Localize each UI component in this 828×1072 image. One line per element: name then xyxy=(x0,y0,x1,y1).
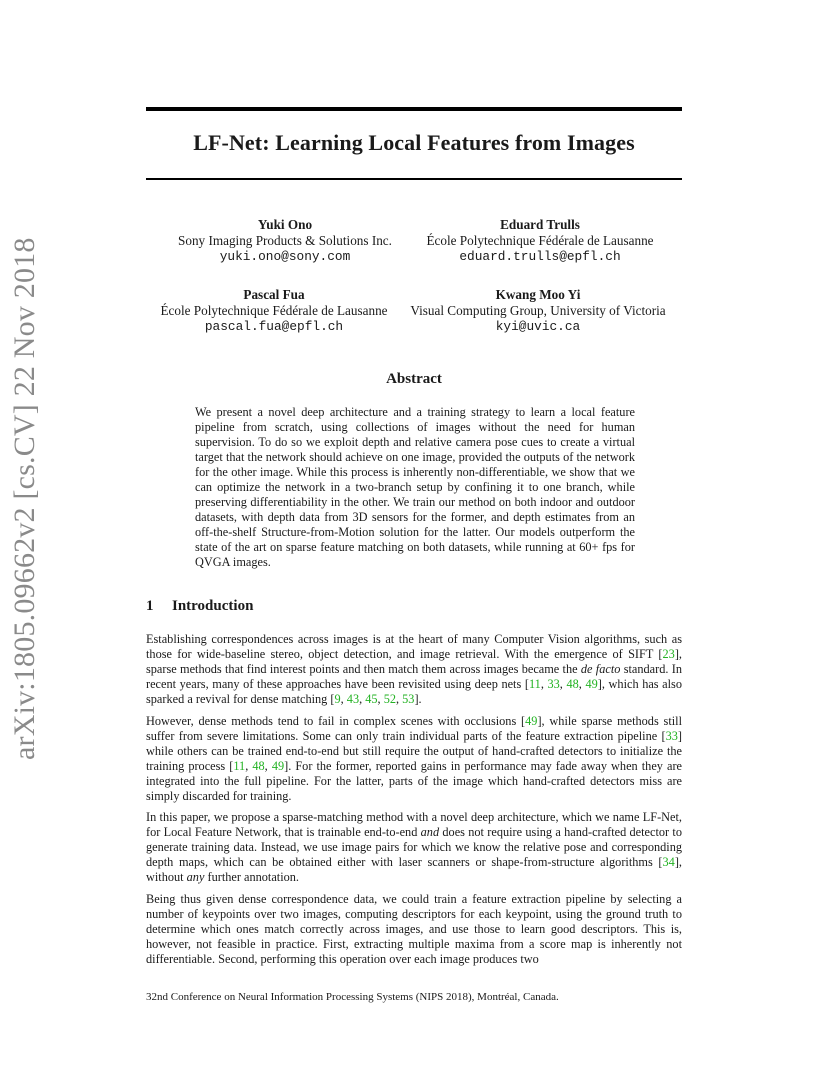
author-email[interactable]: kyi@uvic.ca xyxy=(495,319,581,334)
citation-link[interactable]: 23 xyxy=(662,647,675,661)
emphasis: any xyxy=(186,870,205,884)
citation-link[interactable]: 34 xyxy=(662,855,675,869)
paragraph xyxy=(146,810,682,885)
author-block xyxy=(160,217,410,265)
abstract-text: We present a novel deep architecture and a training strategy to learn a local feature pipeline from scratch, using collections of images without the need for human supervision. To do so we exploit depth and relative camera pose cues to create a virtual target that the network should achieve on one image, provided the outputs of the network for the other image. While this process is inherently non-differentiable, we show that we can optimize the network in a two-branch setup by confining it to one branch, while preserving differentiability in the other. We train our method on both indoor and outdoor datasets, with depth data from 3D sensors for the former, and depth estimates from an off-the-shelf Structure-from-Motion solution for the latter. Our models outperform the state of the art on sparse feature matching on both datasets, while running at 60+ fps for QVGA images. xyxy=(195,405,635,569)
abstract-heading: Abstract xyxy=(386,371,442,387)
author-block xyxy=(404,287,672,335)
paragraph: However, dense methods tend to fail in complex scenes with occlusions [49], while sparse methods still suffer from severe limitations. Some can only train individual parts of the feature extraction pipeline [33] while others can be trained end-to-end but still require the output of hand-crafted detectors to initialize the training process [11, 48, 49]. For the former, reported gains in performance may fade away when they are integrated into the full pipeline. For the latter, parts of the image which hand-crafted detectors miss are simply discarded for training. xyxy=(146,713,682,803)
citation-link[interactable]: 53 xyxy=(402,692,415,706)
section-number: 1 xyxy=(146,598,154,614)
paragraph xyxy=(146,892,682,967)
citation-link[interactable]: 11 xyxy=(528,677,541,691)
text-run: further annotation. xyxy=(204,870,300,884)
author-affiliation: Visual Computing Group, University of Victoria xyxy=(410,303,666,318)
author-affiliation: École Polytechnique Fédérale de Lausanne xyxy=(426,233,654,248)
author-name: Pascal Fua xyxy=(243,287,305,302)
text-run: standard. In recent years, many of these approaches have been revisited using deep nets [ xyxy=(146,662,682,691)
citation-link[interactable]: 11 xyxy=(233,758,246,773)
text-run: ]. xyxy=(414,692,422,706)
author-affiliation: École Polytechnique Fédérale de Lausanne xyxy=(160,303,388,318)
text-run: ], while sparse methods still suffer from severe limitations. Some can only train individual parts of the feature extraction pipeline [ xyxy=(146,713,682,743)
citation-link[interactable]: 52 xyxy=(383,692,396,706)
paragraph: Establishing correspondences across images is at the heart of many Computer Vision algorithms, such as those for wide-baseline stereo, object detection, and image retrieval. With the emergence of SIFT [23], sparse methods that find interest points and then match them across images became the de facto standard. In recent years, many of these approaches have been revisited using deep nets [11, 33, 48, 49], which has also sparked a revival for dense matching [9, 43, 45, 52, 53]. xyxy=(146,632,682,706)
citation-link[interactable]: 48 xyxy=(566,677,579,691)
author-name: Kwang Moo Yi xyxy=(495,287,581,302)
author-name: Eduard Trulls xyxy=(500,217,580,232)
text-run: However, dense methods tend to fail in complex scenes with occlusions [ xyxy=(146,713,526,728)
text-run: Establishing correspondences across images is at the heart of many Computer Vision algorithms, such as those for wide-baseline stereo, object detection, and image retrieval. With the emergence of SIFT [ xyxy=(146,632,682,661)
citation-link[interactable]: 49 xyxy=(271,758,285,773)
author-block xyxy=(412,217,668,265)
section-title: Introduction xyxy=(172,598,254,614)
conference-footnote: 32nd Conference on Neural Information Processing Systems (NIPS 2018), Montréal, Canada. xyxy=(146,991,559,1003)
author-block xyxy=(146,287,402,335)
text-run: ], which has also sparked a revival for dense matching [ xyxy=(146,677,682,706)
citation-link[interactable]: 45 xyxy=(365,692,378,706)
citation-link[interactable]: 33 xyxy=(665,728,678,743)
section-heading xyxy=(146,598,253,615)
citation-link[interactable]: 49 xyxy=(525,713,538,728)
body-text xyxy=(146,632,682,973)
author-affiliation: Sony Imaging Products & Solutions Inc. xyxy=(178,233,392,248)
text-run: does not require using a hand-crafted detector to generate training data. Instead, we use image pairs for which we know the relative pose and corresponding depth maps, which can be obtained either with laser scanners or shape-from-structure algorithms [ xyxy=(146,825,682,869)
text-run: ] while others can be trained end-to-end but still require the output of hand-crafted detectors to initialize the training process [ xyxy=(146,728,682,773)
text-run: ], without xyxy=(146,855,682,884)
emphasis: and xyxy=(420,825,440,839)
author-email[interactable]: pascal.fua@epfl.ch xyxy=(204,319,344,334)
author-email[interactable]: yuki.ono@sony.com xyxy=(219,249,351,264)
author-name: Yuki Ono xyxy=(257,217,313,232)
text-run: In this paper, we propose a sparse-matching method with a novel deep architecture, which we name LF-Net, for Local Feature Network, that is trainable end-to-end xyxy=(146,810,682,839)
citation-link[interactable]: 49 xyxy=(585,677,598,691)
title-top-rule xyxy=(146,107,682,111)
text-run: ], sparse methods that find interest points and then match them across images became the xyxy=(146,647,682,676)
citation-link[interactable]: 43 xyxy=(346,692,360,706)
title-bottom-rule xyxy=(146,178,682,180)
text-run: ]. For the former, reported gains in performance may fade away when they are integrated into the full pipeline. For the latter, parts of the image which hand-crafted detectors miss are simply discarded for training. xyxy=(146,758,682,803)
citation-link[interactable]: 48 xyxy=(252,758,265,773)
emphasis: de facto xyxy=(580,662,621,676)
citation-link[interactable]: 33 xyxy=(547,677,560,691)
author-email[interactable]: eduard.trulls@epfl.ch xyxy=(459,249,621,264)
arxiv-stamp: arXiv:1805.09662v2 [cs.CV] 22 Nov 2018 xyxy=(8,237,41,760)
citation-link[interactable]: 9 xyxy=(334,692,341,706)
text-run: Being thus given dense correspondence data, we could train a feature extraction pipeline by selecting a number of keypoints over two images, computing descriptors for each keypoint, using the ground truth to determine which ones match correctly across images, and use those to learn good descriptors. This is, however, not feasible in practice. First, extracting multiple maxima from a score map is inherently not differentiable. Second, performing this operation over each image produces two xyxy=(146,891,682,966)
paper-title: LF-Net: Learning Local Features from Images xyxy=(193,130,635,155)
